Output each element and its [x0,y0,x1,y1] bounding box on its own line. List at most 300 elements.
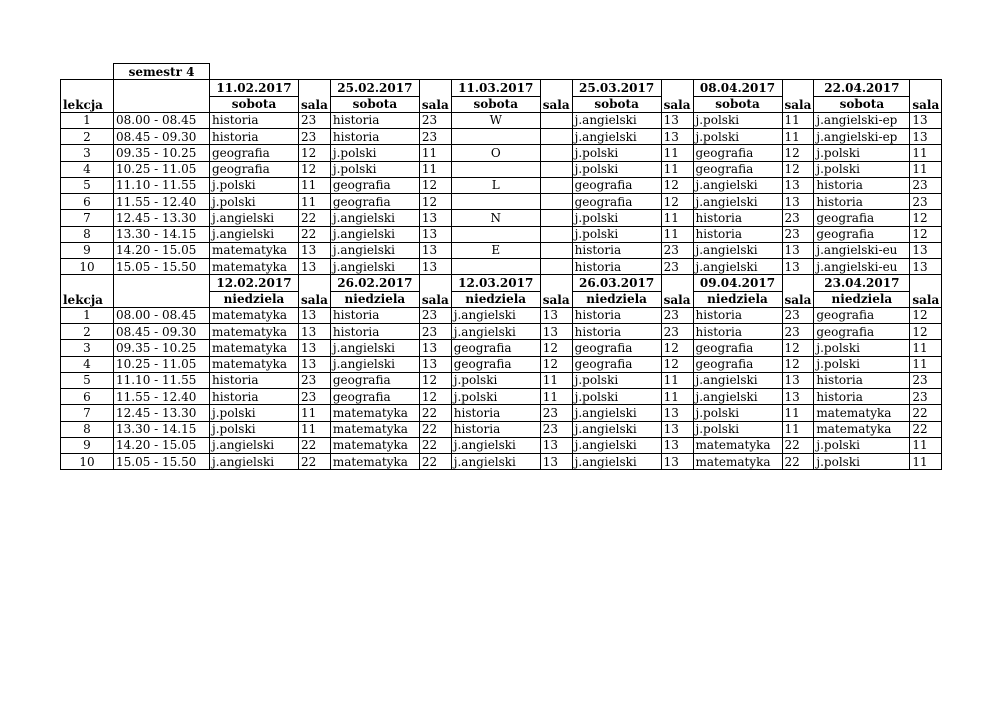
sala-header: sala [782,275,814,308]
subject-cell: j.polski [693,405,782,421]
room-cell: 11 [299,421,331,437]
room-cell: 11 [782,129,814,145]
day-header: niedziela [572,291,661,307]
room-cell: 12 [419,389,451,405]
room-cell: 13 [419,356,451,372]
room-cell: 22 [419,421,451,437]
room-cell: 22 [782,437,814,453]
lesson-time: 15.05 - 15.50 [114,454,210,470]
subject-cell: j.angielski [693,389,782,405]
lesson-row [61,356,942,372]
lesson-number: 3 [61,145,114,161]
lesson-number: 6 [61,194,114,210]
room-cell: 22 [419,437,451,453]
subject-cell: historia [451,421,540,437]
room-cell: 11 [540,389,572,405]
subject-cell: j.angielski [451,437,540,453]
subject-cell: j.angielski [330,356,419,372]
lesson-row [61,421,942,437]
lesson-number: 9 [61,437,114,453]
subject-cell: geografia [693,161,782,177]
subject-cell: j.angielski-eu [814,259,910,275]
room-cell: 22 [782,454,814,470]
sala-header: sala [782,80,814,113]
subject-cell: j.angielski [572,437,661,453]
room-cell: 13 [299,242,331,258]
lesson-time: 11.10 - 11.55 [114,177,210,193]
time-header-cell [114,275,210,308]
subject-cell: j.polski [572,226,661,242]
day-header: niedziela [210,291,299,307]
room-cell: 12 [782,161,814,177]
lesson-number: 5 [61,372,114,388]
subject-cell: geografia [330,389,419,405]
lesson-number: 2 [61,324,114,340]
date-header: 09.04.2017 [693,275,782,291]
subject-cell: geografia [572,194,661,210]
subject-cell: geografia [693,340,782,356]
lesson-number: 8 [61,226,114,242]
room-cell: 22 [299,226,331,242]
lesson-row [61,372,942,388]
subject-cell: j.angielski [693,242,782,258]
room-cell: 12 [782,340,814,356]
room-cell: 12 [661,177,693,193]
room-cell [540,129,572,145]
subject-cell: j.angielski-ep [814,129,910,145]
room-cell: 13 [782,177,814,193]
room-cell: 13 [419,210,451,226]
subject-cell: j.polski [814,340,910,356]
lesson-number: 1 [61,307,114,323]
room-cell: 12 [419,194,451,210]
room-cell: 23 [299,129,331,145]
lesson-number: 4 [61,161,114,177]
room-cell: 13 [661,454,693,470]
room-cell [540,210,572,226]
subject-cell: matematyka [693,454,782,470]
room-cell: 23 [540,405,572,421]
lesson-row [61,437,942,453]
subject-cell: j.angielski [330,259,419,275]
sala-header: sala [910,275,942,308]
date-header-row [61,275,942,291]
room-cell: 13 [661,421,693,437]
subject-cell: j.angielski [572,421,661,437]
subject-cell: geografia [572,340,661,356]
lesson-time: 13.30 - 14.15 [114,226,210,242]
subject-cell: j.polski [451,389,540,405]
subject-cell: j.polski [814,454,910,470]
sala-header: sala [540,275,572,308]
room-cell: 11 [299,194,331,210]
room-cell: 13 [419,226,451,242]
subject-cell: matematyka [210,242,299,258]
room-cell: 23 [540,421,572,437]
lesson-row [61,307,942,323]
subject-cell: geografia [814,210,910,226]
subject-cell: j.polski [210,421,299,437]
room-cell: 22 [419,454,451,470]
lesson-row [61,194,942,210]
subject-cell: historia [814,177,910,193]
lesson-time: 08.45 - 09.30 [114,324,210,340]
subject-cell: E [451,242,540,258]
subject-cell: j.angielski [451,324,540,340]
subject-cell: geografia [572,356,661,372]
room-cell: 23 [661,307,693,323]
schedule-table [60,63,942,470]
subject-cell: O [451,145,540,161]
subject-cell: geografia [210,145,299,161]
subject-cell: matematyka [330,421,419,437]
room-cell: 11 [419,161,451,177]
subject-cell: j.polski [210,405,299,421]
room-cell [540,194,572,210]
room-cell: 13 [782,242,814,258]
subject-cell: L [451,177,540,193]
room-cell: 11 [910,161,942,177]
room-cell: 23 [782,210,814,226]
room-cell: 23 [419,307,451,323]
subject-cell: matematyka [693,437,782,453]
room-cell: 11 [661,210,693,226]
room-cell [540,177,572,193]
room-cell: 12 [419,372,451,388]
subject-cell: j.polski [330,161,419,177]
room-cell: 11 [540,372,572,388]
subject-cell: matematyka [330,454,419,470]
subject-cell: j.angielski [210,210,299,226]
subject-cell: historia [210,129,299,145]
room-cell: 11 [782,112,814,128]
room-cell: 12 [661,194,693,210]
subject-cell: j.angielski [693,372,782,388]
subject-cell: j.angielski [693,259,782,275]
room-cell: 11 [782,405,814,421]
lesson-time: 11.10 - 11.55 [114,372,210,388]
date-header-row [61,80,942,96]
room-cell: 13 [419,259,451,275]
lesson-time: 09.35 - 10.25 [114,340,210,356]
day-header: niedziela [330,291,419,307]
subject-cell: N [451,210,540,226]
room-cell: 13 [540,454,572,470]
subject-cell [451,161,540,177]
room-cell: 11 [661,226,693,242]
room-cell: 13 [910,112,942,128]
lesson-time: 13.30 - 14.15 [114,421,210,437]
lesson-row [61,324,942,340]
room-cell: 23 [661,242,693,258]
room-cell: 11 [299,177,331,193]
subject-cell: historia [693,324,782,340]
subject-cell: j.angielski [451,307,540,323]
lesson-number: 5 [61,177,114,193]
room-cell: 13 [299,307,331,323]
date-header: 11.03.2017 [451,80,540,96]
subject-cell: historia [572,242,661,258]
sala-header: sala [661,80,693,113]
lesson-row [61,389,942,405]
subject-cell: historia [814,194,910,210]
room-cell: 22 [910,421,942,437]
lesson-row [61,210,942,226]
room-cell: 12 [910,226,942,242]
sala-header: sala [540,80,572,113]
subject-cell: geografia [693,145,782,161]
day-header: sobota [330,96,419,112]
lesson-number: 7 [61,210,114,226]
room-cell: 11 [661,161,693,177]
time-header-cell [114,80,210,113]
lesson-number: 8 [61,421,114,437]
room-cell: 13 [661,112,693,128]
room-cell: 11 [661,145,693,161]
room-cell: 11 [419,145,451,161]
day-header: niedziela [451,291,540,307]
subject-cell: j.polski [814,145,910,161]
room-cell: 13 [910,129,942,145]
subject-cell: j.polski [572,372,661,388]
subject-cell: j.polski [693,421,782,437]
room-cell: 11 [910,356,942,372]
subject-cell [451,226,540,242]
lesson-time: 15.05 - 15.50 [114,259,210,275]
subject-cell: matematyka [210,340,299,356]
subject-cell: historia [572,324,661,340]
subject-cell: geografia [330,177,419,193]
room-cell: 12 [910,210,942,226]
room-cell: 11 [910,454,942,470]
lesson-row [61,112,942,128]
lesson-number: 3 [61,340,114,356]
subject-cell: j.polski [814,356,910,372]
semester-label: semestr 4 [114,64,210,80]
date-header: 26.02.2017 [330,275,419,291]
lesson-number: 2 [61,129,114,145]
room-cell [540,145,572,161]
room-cell: 23 [782,324,814,340]
room-cell: 12 [661,340,693,356]
room-cell [540,259,572,275]
day-header: sobota [210,96,299,112]
room-cell: 13 [540,324,572,340]
sala-header: sala [419,275,451,308]
sala-header: sala [299,275,331,308]
room-cell: 13 [910,242,942,258]
date-header: 25.02.2017 [330,80,419,96]
room-cell: 22 [299,454,331,470]
subject-cell: j.polski [693,129,782,145]
subject-cell: historia [210,389,299,405]
room-cell: 12 [299,161,331,177]
subject-cell: j.angielski [330,210,419,226]
subject-cell: j.angielski-eu [814,242,910,258]
subject-cell: j.angielski [693,194,782,210]
room-cell: 12 [299,145,331,161]
room-cell [540,242,572,258]
sala-header: sala [661,275,693,308]
room-cell [540,112,572,128]
room-cell: 22 [299,437,331,453]
room-cell: 23 [661,324,693,340]
room-cell: 13 [299,324,331,340]
lesson-number: 4 [61,356,114,372]
room-cell: 11 [661,372,693,388]
subject-cell: historia [693,307,782,323]
subject-cell: j.angielski [451,454,540,470]
subject-cell: historia [210,372,299,388]
subject-cell: j.angielski [572,129,661,145]
room-cell: 22 [299,210,331,226]
subject-cell: historia [330,129,419,145]
lesson-time: 10.25 - 11.05 [114,161,210,177]
subject-cell: historia [330,307,419,323]
lesson-row [61,177,942,193]
room-cell: 13 [782,259,814,275]
subject-cell: geografia [572,177,661,193]
room-cell: 12 [910,307,942,323]
room-cell: 13 [782,389,814,405]
subject-cell: matematyka [330,405,419,421]
subject-cell: j.polski [814,161,910,177]
subject-cell: historia [451,405,540,421]
date-header: 22.04.2017 [814,80,910,96]
room-cell [540,226,572,242]
room-cell: 12 [782,356,814,372]
lesson-row [61,259,942,275]
room-cell: 12 [910,324,942,340]
lesson-time: 08.00 - 08.45 [114,307,210,323]
lesson-time: 09.35 - 10.25 [114,145,210,161]
room-cell: 13 [540,437,572,453]
subject-cell: geografia [330,372,419,388]
date-header: 12.02.2017 [210,275,299,291]
lesson-number: 7 [61,405,114,421]
room-cell [540,161,572,177]
subject-cell: j.angielski [572,454,661,470]
room-cell: 22 [910,405,942,421]
room-cell: 23 [782,307,814,323]
room-cell: 13 [782,372,814,388]
schedule-body [61,64,942,470]
room-cell: 11 [910,145,942,161]
subject-cell: j.polski [210,194,299,210]
subject-cell: matematyka [210,324,299,340]
subject-cell: j.polski [451,372,540,388]
sala-header: sala [419,80,451,113]
day-header: sobota [451,96,540,112]
subject-cell: historia [210,112,299,128]
lesson-row [61,405,942,421]
room-cell: 13 [910,259,942,275]
room-cell: 13 [661,129,693,145]
lesson-row [61,145,942,161]
room-cell: 23 [299,389,331,405]
room-cell: 11 [661,389,693,405]
room-cell: 11 [782,421,814,437]
day-header: niedziela [814,291,910,307]
lesson-row [61,454,942,470]
subject-cell: matematyka [210,356,299,372]
subject-cell: geografia [210,161,299,177]
subject-cell: j.angielski [572,112,661,128]
day-header: sobota [693,96,782,112]
room-cell: 13 [299,259,331,275]
subject-cell: geografia [814,324,910,340]
lesson-row [61,226,942,242]
subject-cell: j.polski [572,389,661,405]
date-header: 26.03.2017 [572,275,661,291]
lesson-number: 10 [61,454,114,470]
lesson-row [61,129,942,145]
room-cell: 12 [540,356,572,372]
lekcja-header: lekcja [61,80,114,113]
semester-row [61,64,942,80]
room-cell: 13 [299,340,331,356]
subject-cell: j.polski [572,210,661,226]
room-cell: 11 [299,405,331,421]
sala-header: sala [299,80,331,113]
room-cell: 13 [661,437,693,453]
subject-cell: j.angielski [330,242,419,258]
room-cell: 23 [299,112,331,128]
subject-cell: j.polski [572,161,661,177]
subject-cell: j.polski [210,177,299,193]
subject-cell: j.angielski [210,454,299,470]
subject-cell: j.angielski [210,437,299,453]
room-cell: 22 [419,405,451,421]
room-cell: 12 [540,340,572,356]
subject-cell: j.angielski [572,405,661,421]
subject-cell [451,259,540,275]
lekcja-header: lekcja [61,275,114,308]
subject-cell: geografia [814,226,910,242]
subject-cell: geografia [693,356,782,372]
room-cell: 13 [782,194,814,210]
lesson-row [61,242,942,258]
subject-cell: historia [572,307,661,323]
room-cell: 23 [661,259,693,275]
lesson-time: 08.00 - 08.45 [114,112,210,128]
lesson-row [61,340,942,356]
room-cell: 11 [910,340,942,356]
subject-cell: historia [330,112,419,128]
subject-cell: matematyka [330,437,419,453]
room-cell: 13 [540,307,572,323]
lesson-time: 11.55 - 12.40 [114,389,210,405]
lesson-time: 08.45 - 09.30 [114,129,210,145]
lesson-number: 6 [61,389,114,405]
room-cell: 23 [910,177,942,193]
room-cell: 23 [299,372,331,388]
subject-cell: geografia [451,340,540,356]
subject-cell: j.angielski-ep [814,112,910,128]
subject-cell: historia [814,389,910,405]
room-cell: 13 [419,242,451,258]
room-cell: 13 [661,405,693,421]
room-cell: 13 [299,356,331,372]
subject-cell: geografia [451,356,540,372]
room-cell: 23 [910,194,942,210]
sala-header: sala [910,80,942,113]
subject-cell: matematyka [814,405,910,421]
lesson-time: 14.20 - 15.05 [114,242,210,258]
lesson-time: 10.25 - 11.05 [114,356,210,372]
subject-cell: matematyka [210,307,299,323]
subject-cell: j.angielski [330,226,419,242]
